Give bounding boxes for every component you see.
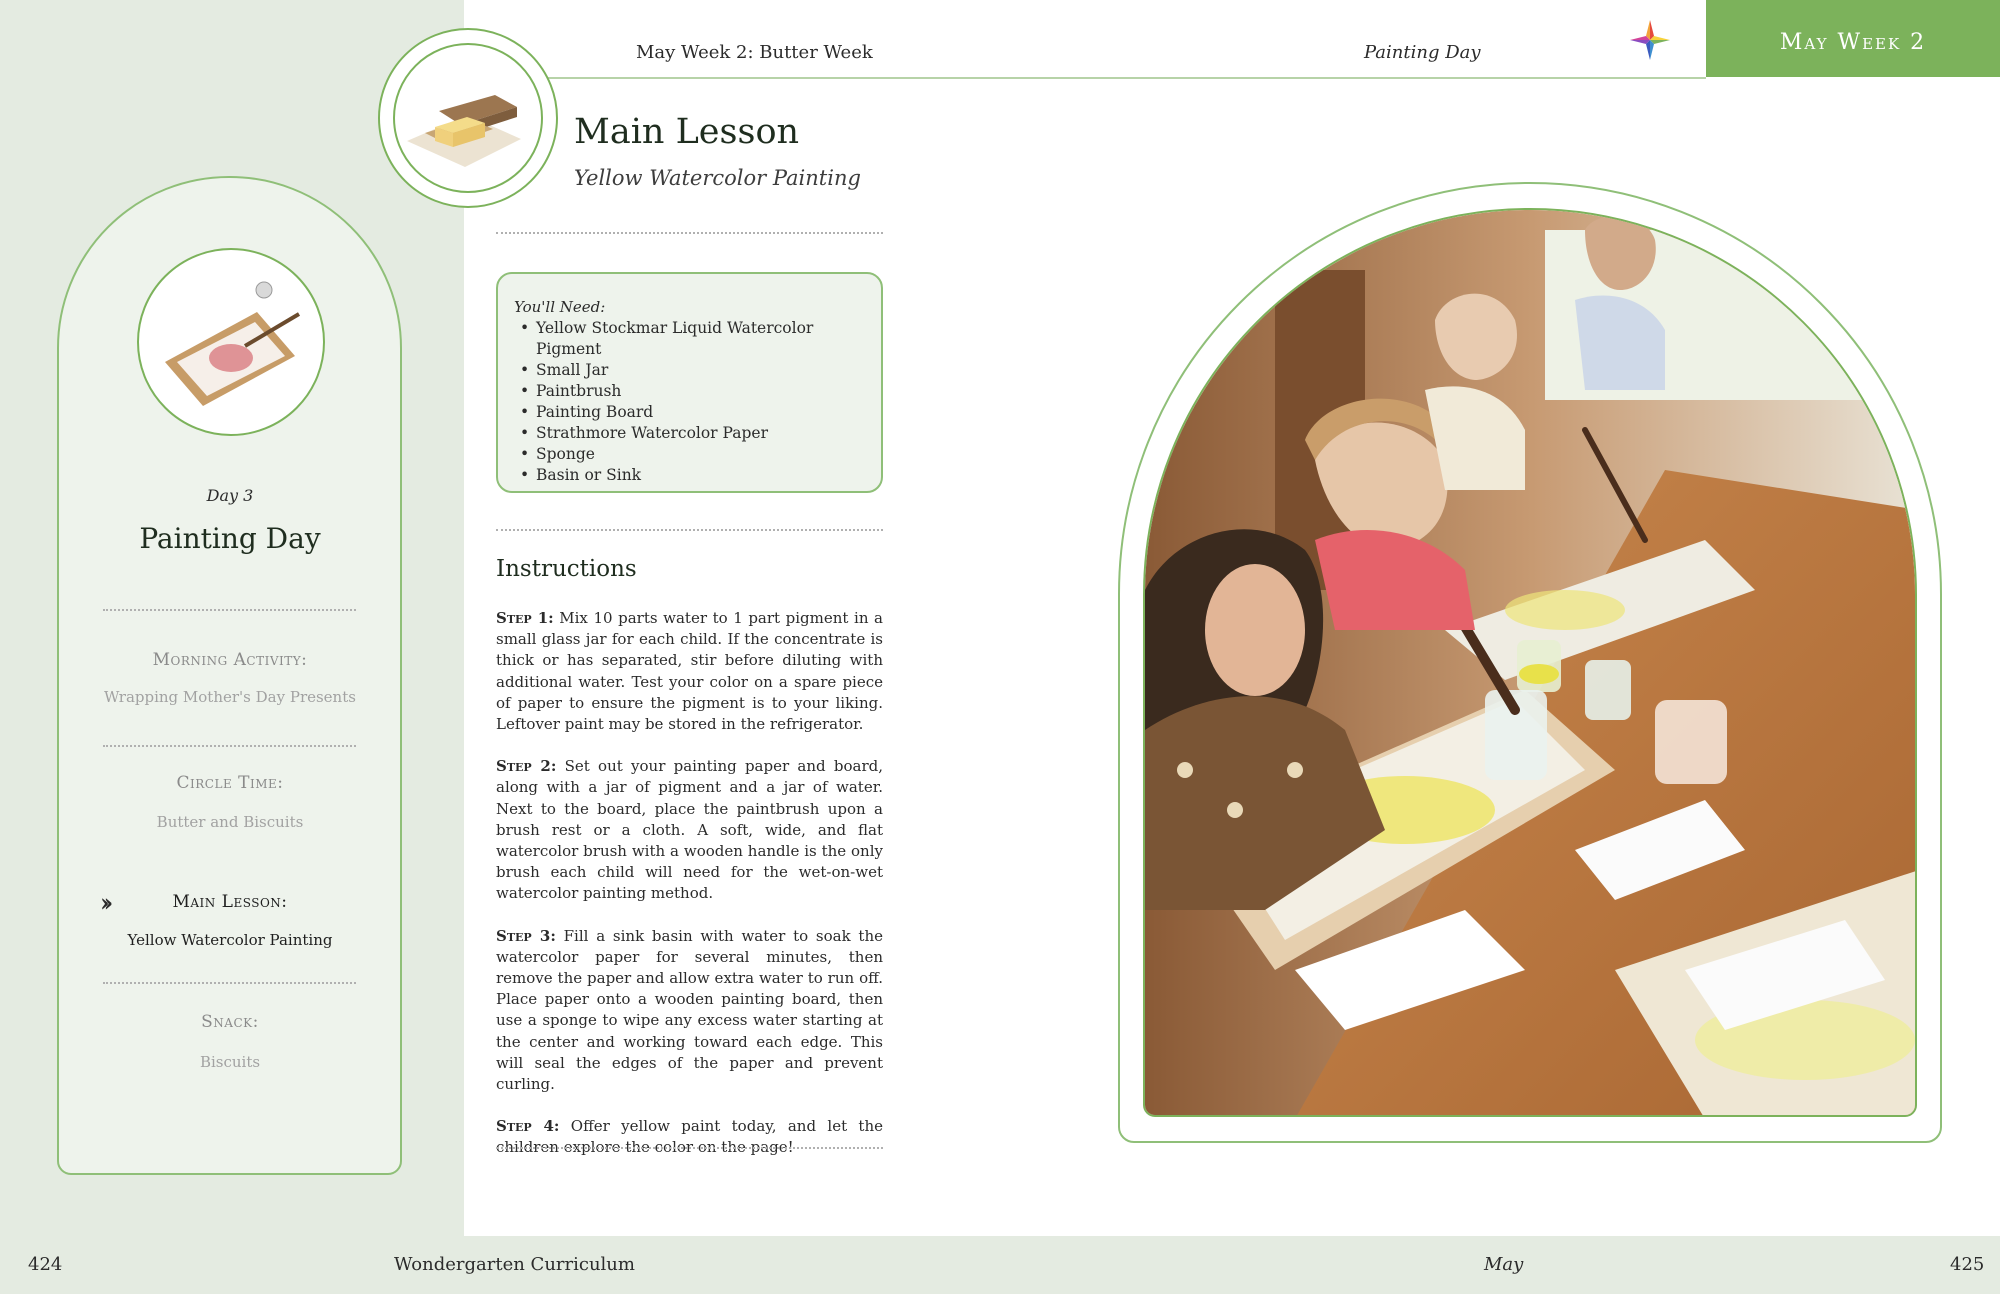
snack-heading: Snack: <box>201 1012 259 1032</box>
main-lesson-heading: Main Lesson: <box>172 892 288 912</box>
instructions-heading: Instructions <box>496 556 637 582</box>
header-day-title: Painting Day <box>1364 42 1481 63</box>
supply-item: • Paintbrush <box>514 381 865 402</box>
morning-activity-heading: Morning Activity: <box>152 650 308 670</box>
step-4: Step 4: Offer yellow paint today, and let the children explore the color on the page! <box>496 1117 883 1157</box>
butter-medallion <box>378 28 558 208</box>
step-1: Step 1: Mix 10 parts water to 1 part pigment in a small glass jar for each child. If the concentrate is thick or has separated, stir before diluting with additional water. Test your color on a spare piece of paper to ensure the pigment is to your liking. Leftover paint may be stored in the refrigerator. <box>496 609 884 734</box>
painting-board-illustration-icon <box>139 250 323 434</box>
current-section-chevron-icon: ›› <box>100 888 108 917</box>
butter-illustration-icon <box>395 45 545 195</box>
photo-illustration <box>1145 210 1917 1117</box>
header-week-title: May Week 2: Butter Week <box>636 42 873 63</box>
footer-month: May <box>1484 1254 1524 1275</box>
divider <box>496 232 883 234</box>
page-number-left: 424 <box>28 1254 63 1275</box>
sidebar-day-title: Painting Day <box>139 522 321 555</box>
supply-item: • Yellow Stockmar Liquid Watercolor Pigment <box>514 318 865 360</box>
lesson-title: Main Lesson <box>574 112 800 152</box>
supply-item: • Sponge <box>514 444 865 465</box>
main-lesson-text: Yellow Watercolor Painting <box>127 931 333 949</box>
supply-item: • Strathmore Watercolor Paper <box>514 423 865 444</box>
divider <box>103 609 356 611</box>
week-tab: May Week 2 <box>1706 0 2000 77</box>
star-logo-icon <box>1628 18 1672 62</box>
supplies-box <box>496 272 883 493</box>
footer-bar <box>0 1236 2000 1294</box>
divider <box>103 982 356 984</box>
children-painting-photo <box>1143 208 1917 1117</box>
supply-item: • Small Jar <box>514 360 865 381</box>
divider <box>496 529 883 531</box>
supplies-list <box>514 318 865 486</box>
divider <box>103 745 356 747</box>
step-3: Step 3: Fill a sink basin with water to soak the watercolor paper for several minutes, then remove the paper and allow extra water to run off. Place paper onto a wooden painting board, then use a sponge to wipe any excess water starting at the center and working toward each edge. This will seal the edges of the paper and prevent curling. <box>496 926 884 1094</box>
circle-time-heading: Circle Time: <box>176 773 284 793</box>
day-number: Day 3 <box>206 486 254 505</box>
book-title: Wondergarten Curriculum <box>394 1254 635 1275</box>
snack-text: Biscuits <box>199 1053 261 1071</box>
circle-time-text: Butter and Biscuits <box>156 813 304 831</box>
header-rule <box>464 77 1706 79</box>
step-2: Step 2: Set out your painting paper and board, along with a jar of pigment and a jar of water. Next to the board, place the paintbrush upon a brush rest or a cloth. A soft, wide, and flat watercolor brush with a wooden handle is the only brush each child will need for the wet-on-wet watercolor painting method. <box>496 757 883 903</box>
morning-activity-text: Wrapping Mother's Day Presents <box>104 688 356 706</box>
instructions-steps <box>496 608 883 1180</box>
supplies-label: You'll Need: <box>514 298 606 316</box>
supply-item: • Basin or Sink <box>514 465 865 486</box>
page-number-right: 425 <box>1950 1254 1985 1275</box>
lesson-subtitle: Yellow Watercolor Painting <box>574 166 861 190</box>
supply-item: • Painting Board <box>514 402 865 423</box>
painting-medallion <box>137 248 325 436</box>
divider <box>496 1147 883 1149</box>
